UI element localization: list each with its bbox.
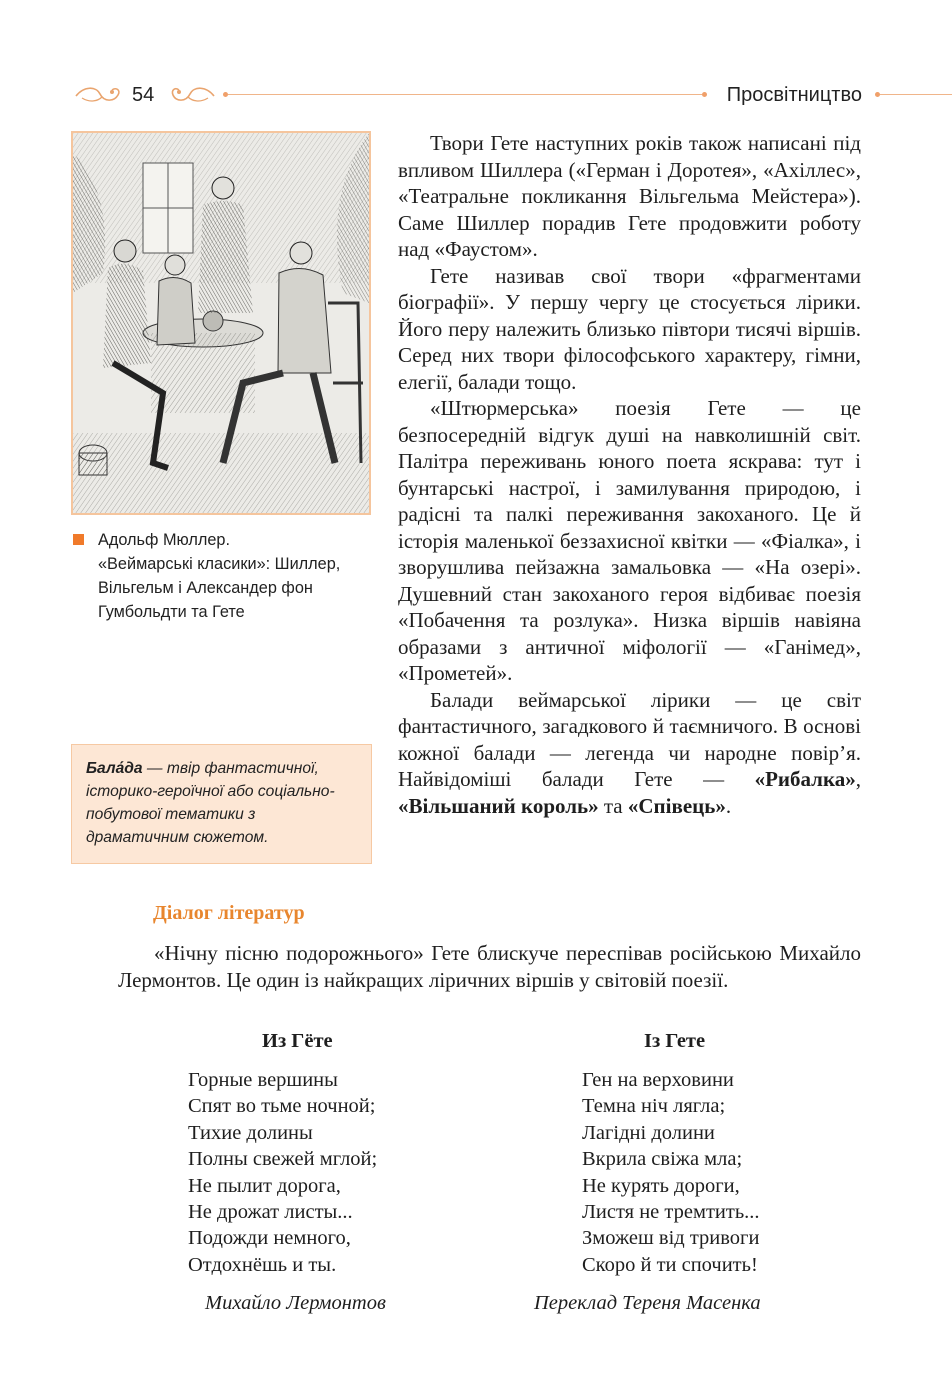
caption-bullet xyxy=(73,534,84,545)
poem-line: Зможеш від тривоги xyxy=(582,1227,760,1250)
dialog-text-block xyxy=(118,940,861,993)
caption-line: Вільгельм і Александер фон xyxy=(98,579,313,597)
header-rule-dot-mid xyxy=(702,92,707,97)
paragraph: «Штюрмерська» поезія Гете — це безпосередній відгук душі на навколишній світ. Палітра переживань юного поета яскрава: тут і бунтарські настрої, і замилування природою, і радісні та палкі переживання закоханого. Це й історія маленької беззахисної квітки — «Фіалка», і зворушлива пейзажна замальовка — «На озері». Душевний стан закоханого героя відбиває поезія «Побачення та розлука». Низка віршів навіяна образами з античної міфології — «Ганімед», «Прометей». xyxy=(398,396,861,685)
dialog-heading: Діалог літератур xyxy=(153,902,305,924)
poem-uk xyxy=(582,1067,760,1278)
poem-author-ru: Михайло Лермонтов xyxy=(205,1292,386,1314)
poem-line: Отдохнёшь и ты. xyxy=(188,1253,337,1276)
caption-line: Адольф Мюллер. xyxy=(98,531,231,549)
poem-line: Полны свежей мглой; xyxy=(188,1148,378,1171)
definition-body: — твір фантастичної, історико-героїчної або соціально-побутової тематики з драматичним сюжетом. xyxy=(86,760,335,846)
illustration-weimar-classics xyxy=(71,131,371,515)
separator: . xyxy=(725,793,732,818)
poem-title-uk: Із Гете xyxy=(644,1030,706,1052)
header-rule xyxy=(228,94,702,95)
paragraph xyxy=(398,687,861,820)
page-number: 54 xyxy=(132,84,155,106)
section-title: Просвітництво xyxy=(726,84,862,106)
main-text-column xyxy=(398,130,861,819)
caption-line: «Веймарські класики»: Шиллер, xyxy=(98,555,341,573)
poem-line: Горные вершины xyxy=(188,1069,338,1091)
ornament-left-icon xyxy=(74,84,126,106)
paragraph: Гете називав свої твори «фрагментами біографії». У першу чергу це стосується лірики. Його перу належить близько півтори тисячі віршів. Серед них твори філософського характеру, гімни, елегії, балади тощо. xyxy=(398,263,861,394)
engraving-image xyxy=(73,133,369,513)
poem-line: Не курять дороги, xyxy=(582,1174,740,1197)
poem-line: Скоро й ти спочить! xyxy=(582,1253,758,1276)
poem-line: Листя не тремтить... xyxy=(582,1201,760,1224)
poem-line: Подожди немного, xyxy=(188,1227,351,1250)
poem-line: Не дрожат листы... xyxy=(188,1201,353,1224)
poem-ru xyxy=(188,1067,377,1278)
ballad-title: «Вільшаний король» xyxy=(398,793,599,818)
paragraph: Твори Гете наступних років також написані під впливом Шиллера («Герман і Доротея», «Ахіллес», «Театральне покликання Вільгельма Мейстера»). Саме Шиллер порадив Гете продовжити роботу над «Фаустом». xyxy=(398,131,861,261)
poem-line: Не пылит дорога, xyxy=(188,1174,341,1197)
header-rule-right xyxy=(880,94,952,95)
poem-line: Тихие долины xyxy=(188,1121,313,1144)
ballad-title: «Співець» xyxy=(627,793,726,818)
definition-box xyxy=(71,744,372,864)
poem-line: Спят во тьме ночной; xyxy=(188,1095,376,1118)
separator: та xyxy=(598,793,628,818)
poem-line: Ген на верховини xyxy=(582,1069,734,1091)
poem-translator-uk: Переклад Тереня Масенка xyxy=(534,1292,761,1314)
poem-line: Вкрила свіжа мла; xyxy=(582,1148,743,1171)
illustration-caption xyxy=(98,528,373,624)
definition-text xyxy=(86,757,359,849)
poem-line: Темна ніч лягла; xyxy=(582,1095,726,1118)
poem-line: Лагідні долини xyxy=(582,1121,715,1144)
paragraph-text: Балади веймарської лірики — це світ фантастичного, загадкового й таємничого. В основі кожної балади — легенда чи народне повір’я. Найвідоміші балади Гете — xyxy=(398,687,861,791)
definition-term: Бала́да xyxy=(86,760,143,777)
ballad-title: «Рибалка» xyxy=(754,767,856,791)
poem-title-ru: Из Гёте xyxy=(262,1030,333,1052)
dialog-paragraph: «Нічну пісню подорожнього» Гете блискуче переспівав російською Михайло Лермонтов. Це один із найкращих ліричних віршів у світовій поезії. xyxy=(118,941,861,992)
ornament-right-icon xyxy=(170,84,216,106)
separator: , xyxy=(855,767,861,791)
caption-line: Гумбольдти та Гете xyxy=(98,603,245,621)
